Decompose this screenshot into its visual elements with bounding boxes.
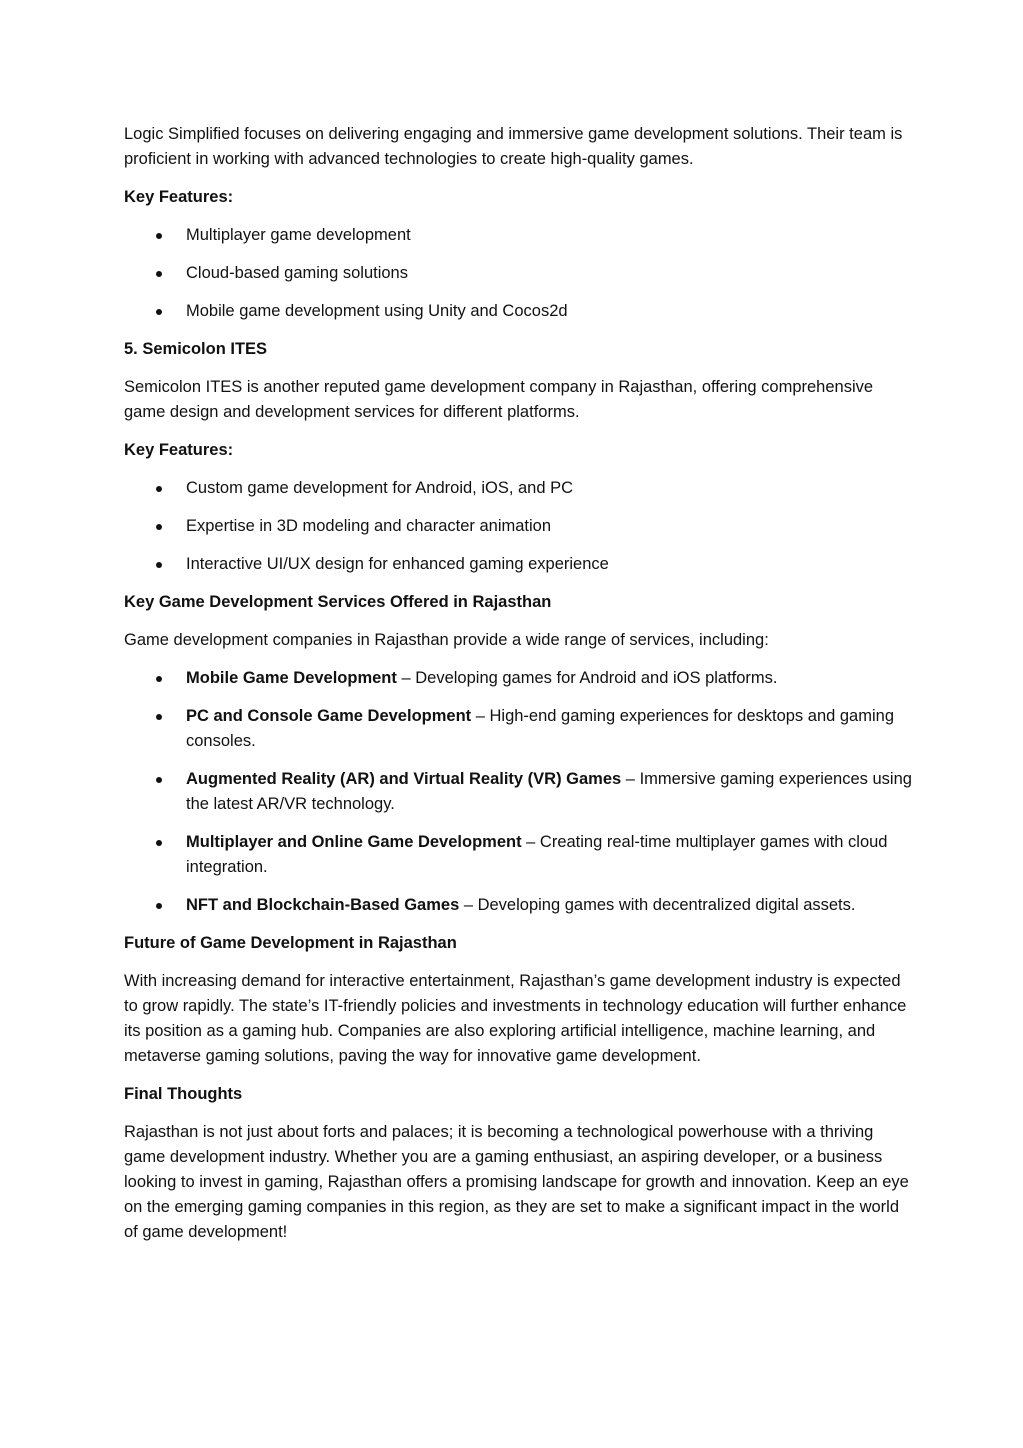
semicolon-paragraph: Semicolon ITES is another reputed game development company in Rajasthan, offering comprehensive game design and development services for different platforms.: [124, 378, 874, 421]
document-page: [124, 122, 914, 1258]
list-item: [124, 893, 914, 918]
service-desc: – Developing games for Android and iOS platforms.: [396, 669, 778, 687]
services-list: [124, 666, 914, 918]
service-desc: – Immersive gaming experiences using the latest AR/VR technology.: [186, 770, 912, 813]
semicolon-features-heading: Key Features:: [124, 441, 234, 459]
service-term: NFT and Blockchain-Based Games: [186, 896, 460, 914]
bullet-icon: [156, 524, 162, 530]
list-item: [124, 767, 914, 817]
service-desc: – High-end gaming experiences for desktops and gaming consoles.: [186, 707, 894, 750]
service-term: PC and Console Game Development: [186, 707, 472, 725]
logic-features-list: [124, 223, 914, 324]
final-heading: Final Thoughts: [124, 1085, 243, 1103]
service-desc: – Developing games with decentralized digital assets.: [459, 896, 856, 914]
future-paragraph: With increasing demand for interactive entertainment, Rajasthan’s game development industry is expected to grow rapidly. The state’s IT-friendly policies and investments in technology education will further enhance its position as a gaming hub. Companies are also exploring artificial intelligence, machine learning, and metaverse gaming solutions, paving the way for innovative game development.: [124, 972, 907, 1065]
bullet-icon: [156, 676, 162, 682]
bullet-icon: [156, 840, 162, 846]
list-item: Mobile game development using Unity and Cocos2d: [124, 299, 914, 324]
list-item: [124, 704, 914, 754]
list-item: Cloud-based gaming solutions: [124, 261, 914, 286]
semicolon-features-list: [124, 476, 914, 577]
bullet-icon: [156, 714, 162, 720]
services-paragraph: Game development companies in Rajasthan provide a wide range of services, including:: [124, 631, 769, 649]
future-heading: Future of Game Development in Rajasthan: [124, 934, 457, 952]
intro-paragraph: Logic Simplified focuses on delivering engaging and immersive game development solutions. Their team is proficient in working with advanced technologies to create high-quality games.: [124, 125, 903, 168]
service-term: Augmented Reality (AR) and Virtual Reality (VR) Games: [186, 770, 622, 788]
list-item: Multiplayer game development: [124, 223, 914, 248]
bullet-icon: [156, 486, 162, 492]
list-item: Interactive UI/UX design for enhanced gaming experience: [124, 552, 914, 577]
list-item: [124, 830, 914, 880]
bullet-icon: [156, 903, 162, 909]
bullet-icon: [156, 233, 162, 239]
bullet-icon: [156, 777, 162, 783]
services-heading: Key Game Development Services Offered in Rajasthan: [124, 593, 552, 611]
list-item: [124, 666, 914, 691]
logic-features-heading: Key Features:: [124, 188, 234, 206]
bullet-icon: [156, 562, 162, 568]
service-desc: – Creating real-time multiplayer games with cloud integration.: [186, 833, 888, 876]
list-item: Expertise in 3D modeling and character animation: [124, 514, 914, 539]
bullet-icon: [156, 271, 162, 277]
final-paragraph: Rajasthan is not just about forts and palaces; it is becoming a technological powerhouse with a thriving game development industry. Whether you are a gaming enthusiast, an aspiring developer, or a business looking to invest in gaming, Rajasthan offers a promising landscape for growth and innovation. Keep an eye on the emerging gaming companies in this region, as they are set to make a significant impact in the world of game development!: [124, 1123, 909, 1241]
semicolon-heading: 5. Semicolon ITES: [124, 340, 268, 358]
service-term: Mobile Game Development: [186, 669, 397, 687]
bullet-icon: [156, 309, 162, 315]
service-term: Multiplayer and Online Game Development: [186, 833, 522, 851]
list-item: Custom game development for Android, iOS, and PC: [124, 476, 914, 501]
